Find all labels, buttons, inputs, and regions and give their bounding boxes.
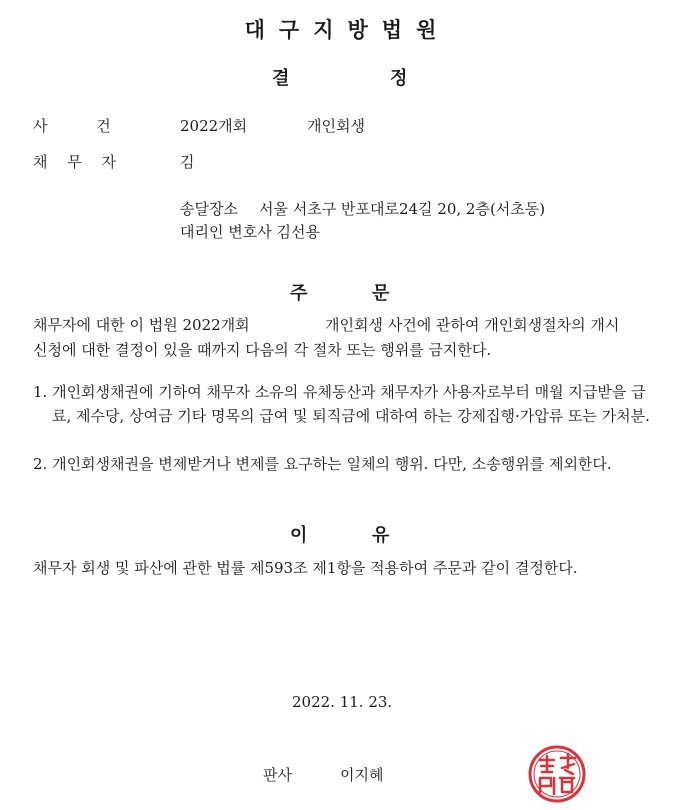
case-label: 사 건 xyxy=(33,117,111,135)
judge-name: 이지혜 xyxy=(340,766,384,784)
reasons-heading-right: 유 xyxy=(372,525,390,546)
doc-type-right: 정 xyxy=(390,68,408,89)
order-item-1: 1. 개인회생채권에 기하여 채무자 소유의 유체동산과 채무자가 사용자로부터 매월 지급받을 급료, 제수당, 상여금 기타 명목의 급여 및 퇴직금에 대하여 하는 강제집행·가압류 또는 가처분. xyxy=(33,383,650,425)
agent: 대리인 변호사 김선용 xyxy=(180,223,320,241)
order-heading-left: 주 xyxy=(290,283,308,304)
decision-date: 2022. 11. 23. xyxy=(292,693,393,711)
service-address: 서울 서초구 반포대로24길 20, 2층(서초동) xyxy=(259,200,546,218)
order-intro-line1b: 개인회생 사건에 관하여 개인회생절차의 개시 xyxy=(325,316,620,334)
case-type: 개인회생 xyxy=(307,117,365,135)
debtor-name: 김 xyxy=(180,153,195,171)
court-name: 대구지방법원 xyxy=(244,18,451,42)
judge-seal xyxy=(527,744,587,804)
service-label: 송달장소 xyxy=(180,200,238,218)
reasons-text: 채무자 회생 및 파산에 관한 법률 제593조 제1항을 적용하여 주문과 같이 결정한다. xyxy=(33,559,578,577)
judge-title: 판사 xyxy=(263,766,292,784)
reasons-heading-left: 이 xyxy=(290,525,308,546)
doc-type-left: 결 xyxy=(272,68,290,89)
case-number: 2022개회 xyxy=(180,117,248,135)
order-intro-line1a: 채무자에 대한 이 법원 2022개회 xyxy=(33,316,250,334)
order-item-2: 2. 개인회생채권을 변제받거나 변제를 요구하는 일체의 행위. 다만, 소송행위를 제외한다. xyxy=(33,455,612,473)
debtor-label: 채 무 자 xyxy=(33,153,117,171)
order-heading-right: 문 xyxy=(372,283,390,304)
order-intro-line2: 신청에 대한 결정이 있을 때까지 다음의 각 절차 또는 행위를 금지한다. xyxy=(33,341,492,359)
